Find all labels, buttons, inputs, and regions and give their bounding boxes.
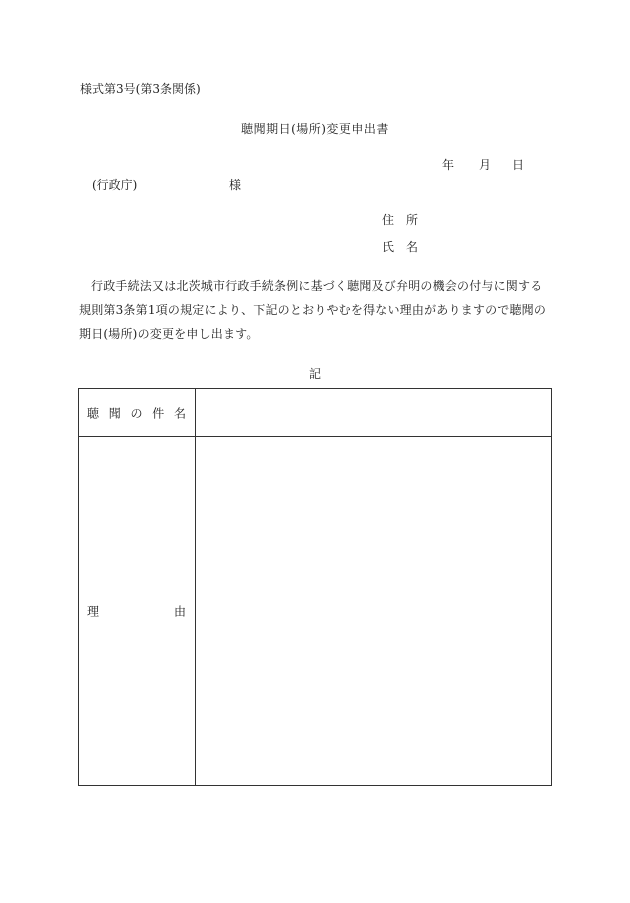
- applicant-name-label: 氏 名: [382, 240, 419, 254]
- case-name-label-cell: [79, 389, 196, 436]
- case-name-value-cell[interactable]: [196, 389, 551, 436]
- table-row-case-name: [79, 389, 551, 437]
- addressee-organization: (行政庁): [92, 178, 138, 192]
- reason-label: 理 由: [87, 604, 187, 619]
- form-number: 様式第3号(第3条関係): [80, 82, 201, 96]
- table-row-reason: [79, 437, 551, 785]
- case-name-label: 聴 聞 の 件 名: [87, 406, 187, 420]
- document-title: 聴聞期日(場所)変更申出書: [241, 122, 389, 136]
- details-table: [78, 388, 552, 786]
- date-year-label: 年: [442, 158, 455, 172]
- addressee-honorific: 様: [229, 178, 242, 192]
- reason-value-cell[interactable]: [196, 437, 551, 785]
- ki-heading: 記: [308, 367, 321, 381]
- applicant-address-label: 住 所: [382, 213, 419, 227]
- date-month-label: 月: [479, 158, 492, 172]
- reason-label-cell: [79, 437, 196, 785]
- date-day-label: 日: [512, 158, 525, 172]
- application-body-text: 行政手続法又は北茨城市行政手続条例に基づく聴聞及び弁明の機会の付与に関する規則第3条第1項の規定により、下記のとおりやむを得ない理由がありますので聴聞の期日(場所)の変更を申し出ます。: [79, 279, 547, 341]
